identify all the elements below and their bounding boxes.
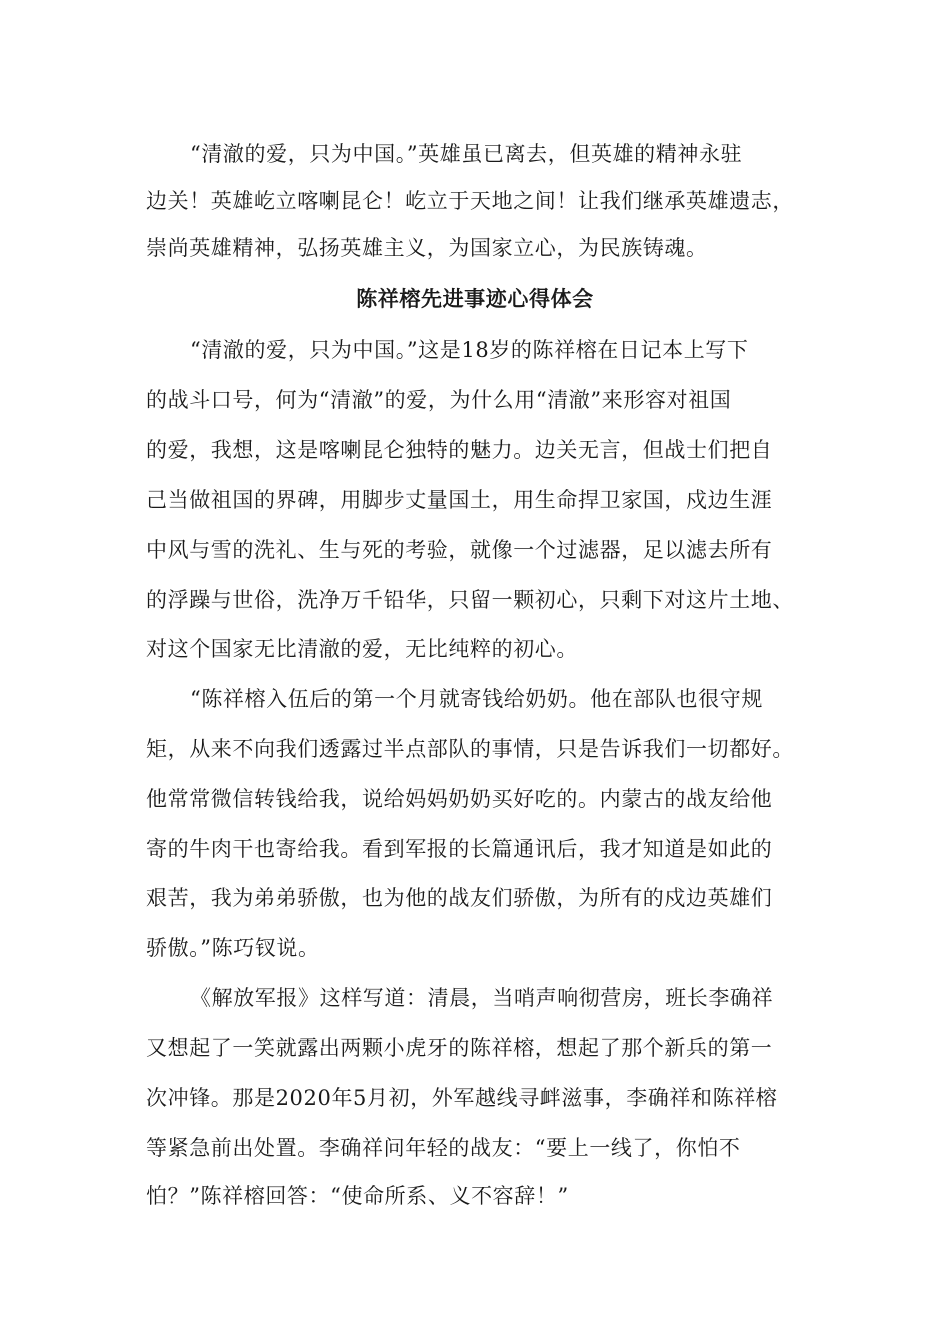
paragraph-2-line-2: 的战斗口号，何为“清澈”的爱，为什么用“清澈”来形容对祖国 <box>146 388 732 412</box>
paragraph-4-line-2: 又想起了一笑就露出两颗小虎牙的陈祥榕，想起了那个新兵的第一 <box>146 1036 773 1060</box>
paragraph-3-line-5: 艰苦，我为弟弟骄傲，也为他的战友们骄傲，为所有的戍边英雄们 <box>146 886 773 910</box>
paragraph-3-line-1: “陈祥榕入伍后的第一个月就寄钱给奶奶。他在部队也很守规 <box>190 687 763 711</box>
paragraph-2-line-7: 对这个国家无比清澈的爱，无比纯粹的初心。 <box>146 637 578 661</box>
paragraph-3-line-2: 矩，从来不向我们透露过半点部队的事情，只是告诉我们一切都好。 <box>146 737 794 761</box>
paragraph-3-line-4: 寄的牛肉干也寄给我。看到军报的长篇通讯后，我才知道是如此的 <box>146 837 773 861</box>
section-title: 陈祥榕先进事迹心得体会 <box>356 286 594 311</box>
paragraph-4-line-3: 次冲锋。那是2020年5月初，外军越线寻衅滋事，李确祥和陈祥榕 <box>146 1086 778 1110</box>
paragraph-4-line-5: 怕？”陈祥榕回答：“使命所系、义不容辞！” <box>146 1184 569 1208</box>
paragraph-3-line-6: 骄傲。”陈巧钗说。 <box>146 936 320 960</box>
paragraph-4-line-1: 《解放军报》这样写道：清晨，当哨声响彻营房，班长李确祥 <box>190 986 774 1010</box>
paragraph-2-line-1: “清澈的爱，只为中国。”这是18岁的陈祥榕在日记本上写下 <box>190 338 749 362</box>
paragraph-1-line-3: 崇尚英雄精神，弘扬英雄主义，为国家立心，为民族铸魂。 <box>146 236 708 260</box>
paragraph-2-line-5: 中风与雪的洗礼、生与死的考验，就像一个过滤器，足以滤去所有 <box>146 538 773 562</box>
paragraph-1-line-1: “清澈的爱，只为中国。”英雄虽已离去，但英雄的精神永驻 <box>190 142 743 166</box>
paragraph-3-line-3: 他常常微信转钱给我，说给妈妈奶奶买好吃的。内蒙古的战友给他 <box>146 787 773 811</box>
paragraph-4-line-4: 等紧急前出处置。李确祥问年轻的战友：“要上一线了，你怕不 <box>146 1136 741 1160</box>
paragraph-2-line-4: 己当做祖国的界碑，用脚步丈量国土，用生命捍卫家国，戍边生涯 <box>146 488 773 512</box>
paragraph-1-line-2: 边关！英雄屹立喀喇昆仑！屹立于天地之间！让我们继承英雄遗志， <box>146 189 794 213</box>
paragraph-2-line-6: 的浮躁与世俗，洗净万千铅华，只留一颗初心，只剩下对这片土地、 <box>146 588 794 612</box>
paragraph-2-line-3: 的爱，我想，这是喀喇昆仑独特的魅力。边关无言，但战士们把自 <box>146 438 773 462</box>
